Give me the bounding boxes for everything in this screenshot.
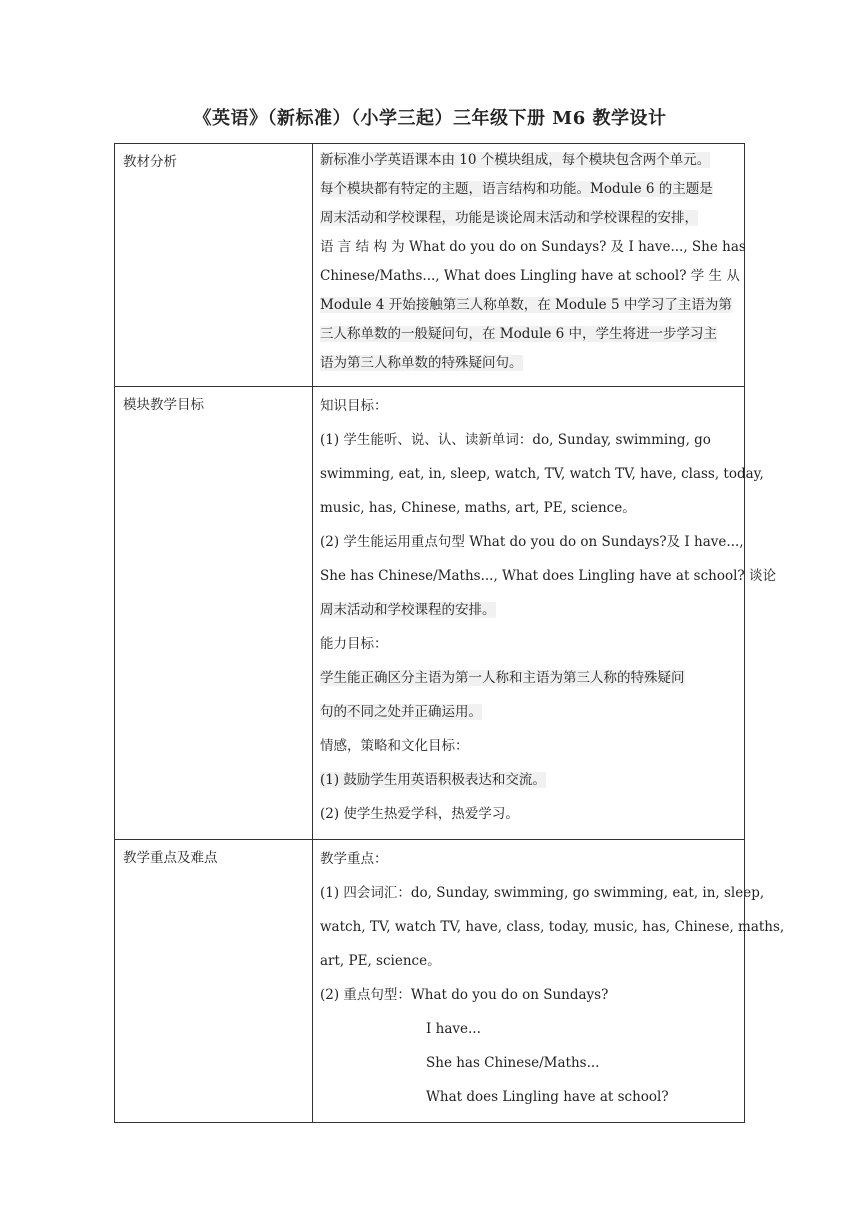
text-line: 新标准小学英语课本由 10 个模块组成，每个模块包含两个单元。	[320, 152, 711, 168]
text-line: 周末活动和学校课程，功能是谈论周末活动和学校课程的安排，	[320, 210, 698, 226]
text-line: What does Lingling have at school?	[426, 1089, 669, 1105]
table-row	[115, 387, 745, 840]
text-line: (1) 鼓励学生用英语积极表达和交流。	[320, 772, 546, 788]
text-line: 学生能正确区分主语为第一人称和主语为第三人称的特殊疑问	[320, 670, 685, 686]
text-line: (1) 学生能听、说、认、读新单词：do, Sunday, swimming, go	[320, 432, 711, 448]
text-line: 语 言 结 构 为 What do you do on Sundays? 及 I have..., She has	[320, 239, 746, 255]
row-content	[313, 144, 745, 387]
text-line: I have...	[426, 1021, 481, 1037]
text-line: Module 4 开始接触第三人称单数，在 Module 5 中学习了主语为第	[320, 297, 732, 313]
text-line: 教学重点：	[320, 851, 388, 867]
text-line: 能力目标：	[320, 636, 388, 652]
text-line: Chinese/Maths..., What does Lingling have at school? 学 生 从	[320, 268, 740, 284]
table-row	[115, 840, 745, 1123]
text-line: swimming, eat, in, sleep, watch, TV, watch TV, have, class, today,	[320, 466, 764, 482]
text-line: (2) 学生能运用重点句型 What do you do on Sundays?及 I have...,	[320, 534, 744, 550]
row-label: 模块教学目标	[115, 387, 313, 840]
text-line: 周末活动和学校课程的安排。	[320, 602, 496, 618]
text-line: art, PE, science。	[320, 953, 441, 969]
text-line: music, has, Chinese, maths, art, PE, science。	[320, 500, 636, 516]
row-label: 教材分析	[115, 144, 313, 387]
text-line: She has Chinese/Maths..., What does Lingling have at school? 谈论	[320, 568, 776, 584]
row-content	[313, 840, 785, 1123]
lesson-plan-table	[114, 143, 785, 1123]
text-line: 句的不同之处并正确运用。	[320, 704, 482, 720]
text-line: (2) 使学生热爱学科，热爱学习。	[320, 806, 519, 822]
text-line: She has Chinese/Maths...	[426, 1055, 600, 1071]
text-line: watch, TV, watch TV, have, class, today, music, has, Chinese, maths,	[320, 919, 785, 935]
row-label: 教学重点及难点	[115, 840, 313, 1123]
text-line: 情感，策略和文化目标：	[320, 738, 469, 754]
text-line: 语为第三人称单数的特殊疑问句。	[320, 355, 523, 371]
text-line: 三人称单数的一般疑问句，在 Module 6 中，学生将进一步学习主	[320, 326, 718, 342]
table-row	[115, 144, 745, 387]
text-line: 每个模块都有特定的主题，语言结构和功能。Module 6 的主题是	[320, 181, 713, 197]
row-content	[313, 387, 776, 840]
text-line: 知识目标：	[320, 398, 388, 414]
document-title: 《英语》（新标准）（小学三起）三年级下册 M6 教学设计	[193, 108, 667, 129]
text-line: (1) 四会词汇：do, Sunday, swimming, go swimming, eat, in, sleep,	[320, 885, 765, 901]
text-line: (2) 重点句型：What do you do on Sundays?	[320, 987, 609, 1003]
